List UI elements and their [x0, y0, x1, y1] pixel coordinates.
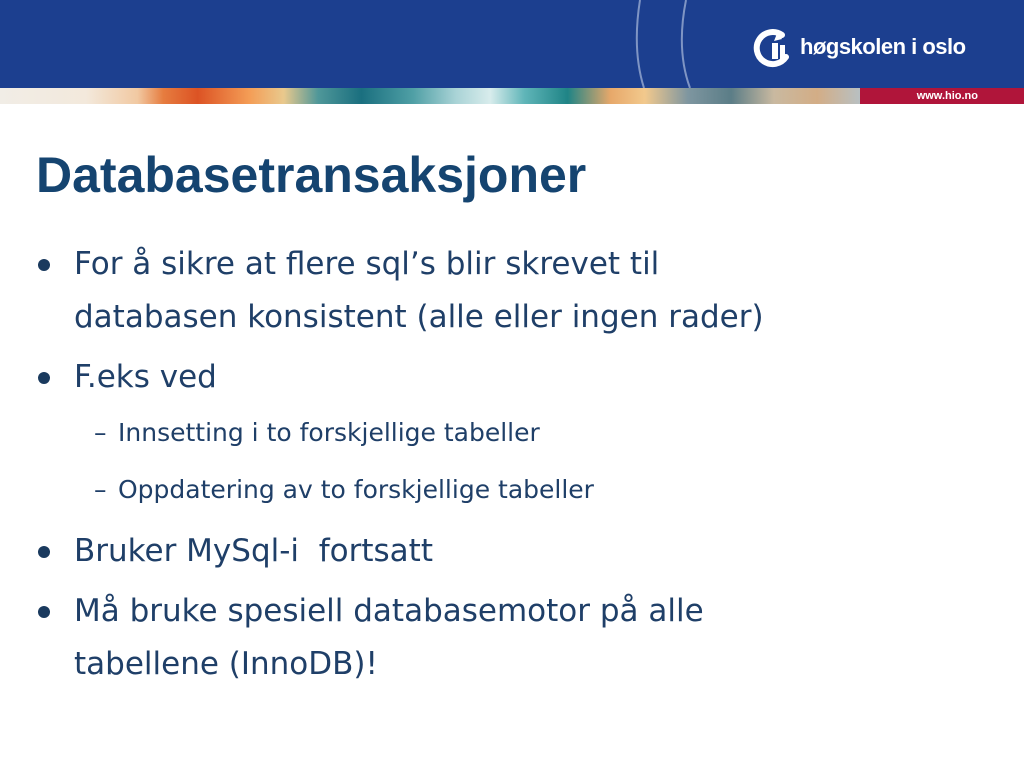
bullet-text: databasen konsistent (alle eller ingen rader)	[74, 299, 764, 335]
bullet-list	[30, 238, 990, 691]
website-link[interactable]: www.hio.no	[916, 90, 978, 102]
bullet-dot-icon	[38, 372, 50, 384]
slide-title: Databasetransaksjoner	[36, 147, 587, 203]
logo-text: høgskolen i oslo	[800, 34, 966, 59]
bullet-item	[30, 238, 990, 344]
sub-bullet-item	[30, 461, 990, 518]
institution-logo[interactable]	[752, 22, 966, 72]
bullet-text: Bruker MySql-i fortsatt	[74, 533, 433, 569]
bullet-item	[30, 525, 990, 578]
color-stripe	[0, 88, 860, 104]
bullet-text: F.eks ved	[74, 359, 217, 395]
bullet-text: tabellene (InnoDB)!	[74, 646, 378, 682]
bullet-text: Må bruke spesiell databasemotor på alle	[74, 593, 704, 629]
bullet-dot-icon	[38, 546, 50, 558]
sub-bullet-item	[30, 404, 990, 461]
bullet-item	[30, 351, 990, 404]
logo-icon	[752, 25, 796, 69]
dash-marker: –	[94, 418, 107, 447]
bullet-dot-icon	[38, 259, 50, 271]
header-band	[0, 0, 1024, 88]
bullet-text: For å sikre at flere sql’s blir skrevet til	[74, 246, 660, 282]
dash-marker: –	[94, 475, 107, 504]
sub-bullet-text: Innsetting i to forskjellige tabeller	[118, 418, 540, 447]
bullet-dot-icon	[38, 606, 50, 618]
sub-bullet-text: Oppdatering av to forskjellige tabeller	[118, 475, 594, 504]
bullet-item	[30, 585, 990, 691]
url-bar	[860, 88, 1024, 104]
